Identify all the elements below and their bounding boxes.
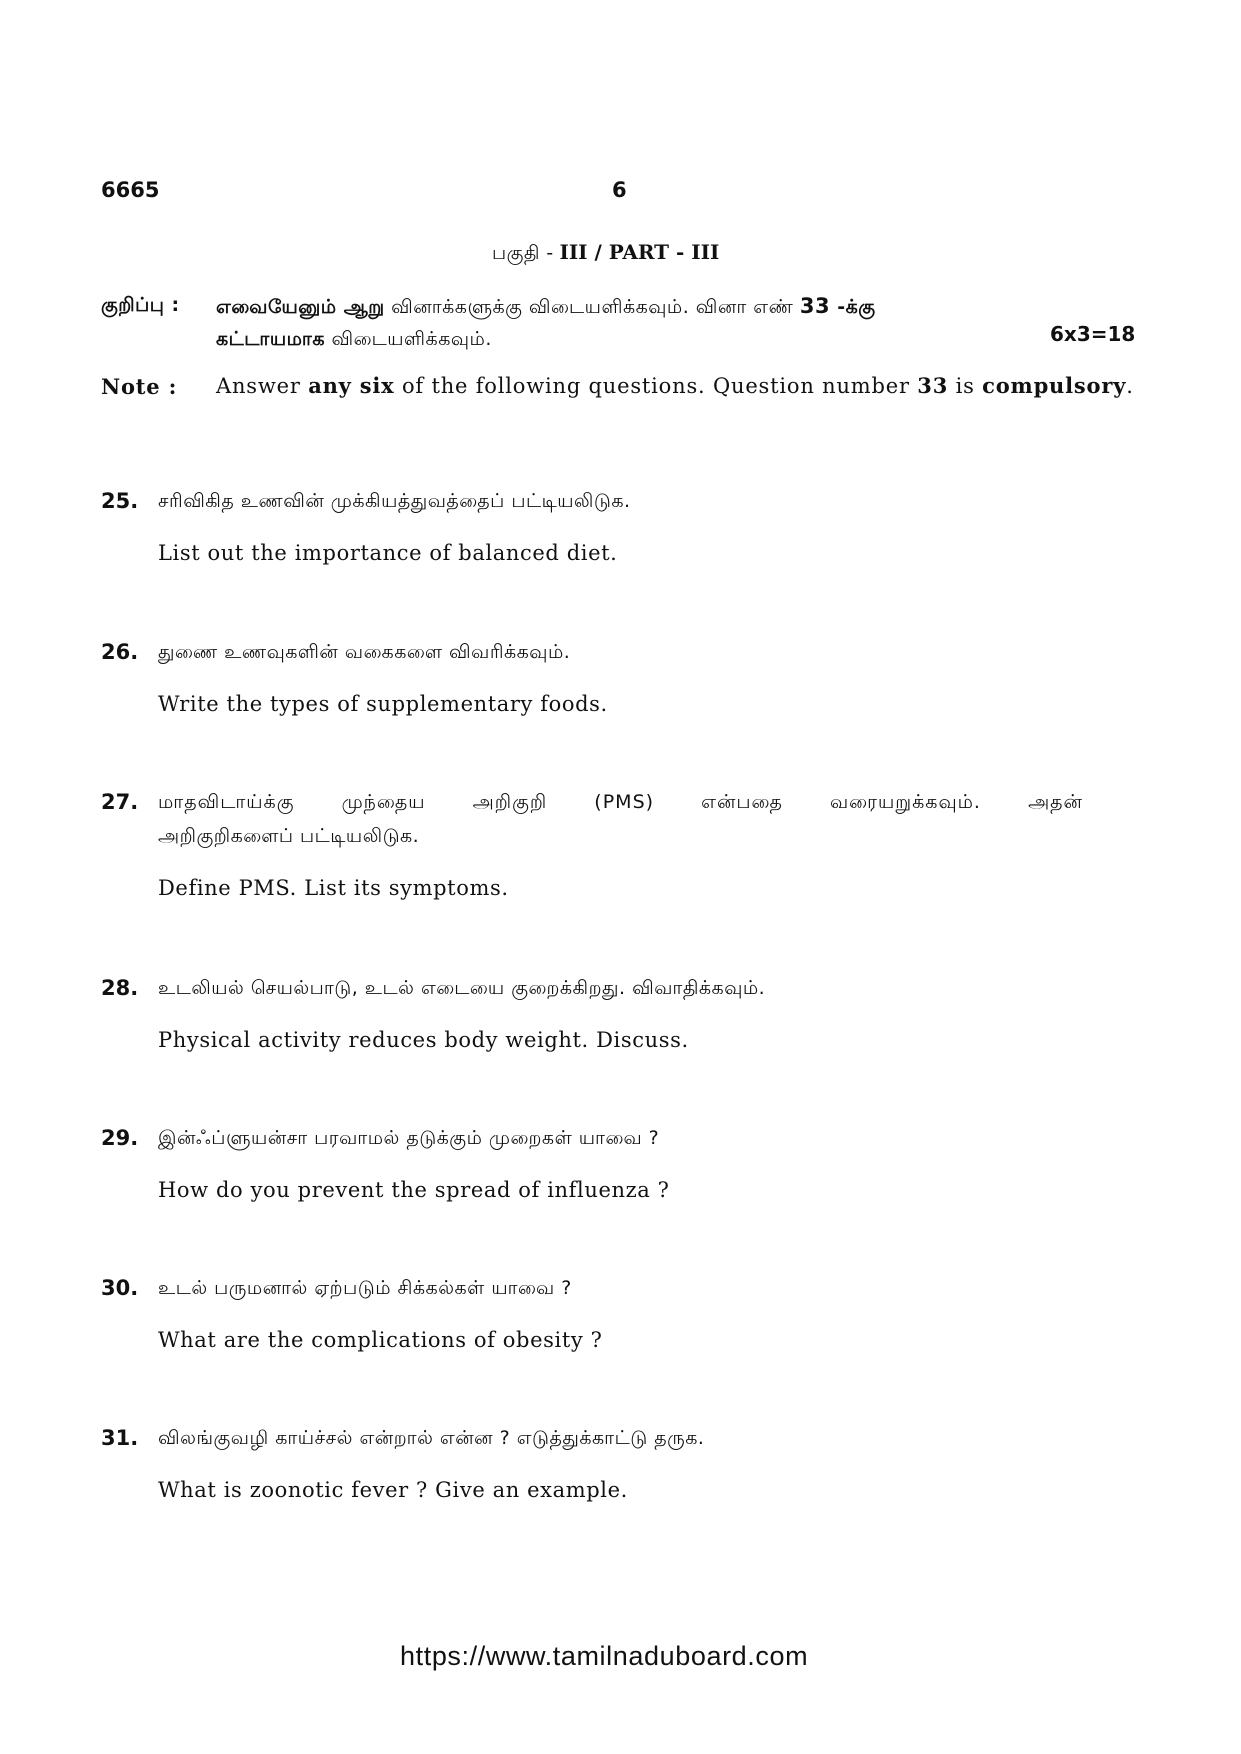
question-english: List out the importance of balanced diet. (158, 541, 618, 565)
tamil-note-suffix: -க்கு (830, 296, 876, 318)
question-number: 27. (101, 790, 139, 814)
question-english: Write the types of supplementary foods. (158, 692, 608, 716)
question-english: What are the complications of obesity ? (158, 1328, 603, 1352)
question-number: 26. (101, 640, 139, 664)
part-title (492, 240, 719, 267)
question-number: 29. (101, 1126, 139, 1150)
english-note-any-six: any six (308, 373, 395, 398)
tamil-note-bold: எவையேனும் ஆறு (216, 296, 385, 318)
question-tamil: சரிவிகித உணவின் முக்கியத்துவத்தைப் பட்டியலிடுக. (158, 490, 631, 512)
part-title-roman: III (559, 240, 588, 264)
part-title-sep1: - (539, 240, 560, 264)
question-tamil: உடல் பருமனால் ஏற்படும் சிக்கல்கள் யாவை ? (158, 1277, 572, 1299)
paper-code: 6665 (101, 178, 160, 202)
english-note-text1: Answer (216, 374, 309, 398)
marks-allocation: 6x3=18 (1050, 322, 1136, 346)
english-note-number: 33 (917, 373, 949, 398)
question-number: 28. (101, 976, 139, 1000)
tamil-note-line2-rest: விடையளிக்கவும். (324, 328, 492, 350)
part-title-sep3: - (669, 240, 692, 264)
question-tamil: விலங்குவழி காய்ச்சல் என்றால் என்ன ? எடுத்துக்காட்டு தருக. (158, 1427, 705, 1449)
part-title-sep2: / (587, 240, 609, 264)
footer-url[interactable]: https://www.tamilnaduboard.com (400, 1641, 809, 1671)
page-number: 6 (612, 178, 627, 202)
question-tamil: இன்ஃப்ளுயன்சா பரவாமல் தடுக்கும் முறைகள் யாவை ? (158, 1127, 660, 1149)
question-number: 30. (101, 1276, 139, 1300)
english-note-period: . (1126, 374, 1134, 398)
english-note-text3: is (948, 374, 983, 398)
question-tamil: மாதவிடாய்க்கு முந்தைய அறிகுறி (PMS) என்பதை வரையறுக்கவும். அதன் (158, 791, 1083, 813)
tamil-note-label: குறிப்பு : (101, 294, 180, 316)
part-title-tamil: பகுதி (492, 242, 540, 264)
question-english: Define PMS. List its symptoms. (158, 876, 509, 900)
tamil-note-line1 (216, 294, 876, 321)
question-number: 31. (101, 1426, 139, 1450)
tamil-note-line2 (216, 328, 492, 353)
question-tamil-line2: அறிகுறிகளைப் பட்டியலிடுக. (158, 825, 420, 847)
question-english: What is zoonotic fever ? Give an example. (158, 1478, 628, 1502)
part-title-roman2: III (691, 240, 720, 264)
question-tamil: துணை உணவுகளின் வகைகளை விவரிக்கவும். (158, 641, 571, 663)
question-number: 25. (101, 489, 139, 513)
english-note-text2: of the following questions. Question number (394, 374, 918, 398)
question-tamil: உடலியல் செயல்பாடு, உடல் எடையை குறைக்கிறது. விவாதிக்கவும். (158, 977, 766, 999)
english-note-text (216, 370, 1146, 402)
tamil-note-line1-rest: வினாக்களுக்கு விடையளிக்கவும். வினா எண் (384, 296, 800, 318)
question-english: Physical activity reduces body weight. Discuss. (158, 1028, 689, 1052)
tamil-note-number: 33 (799, 294, 831, 318)
part-title-english: PART (608, 240, 670, 264)
question-english: How do you prevent the spread of influenza ? (158, 1178, 670, 1202)
tamil-note-line2-bold: கட்டாயமாக (216, 328, 325, 350)
english-note-label: Note : (101, 374, 178, 399)
english-note-compulsory: compulsory (982, 373, 1127, 398)
